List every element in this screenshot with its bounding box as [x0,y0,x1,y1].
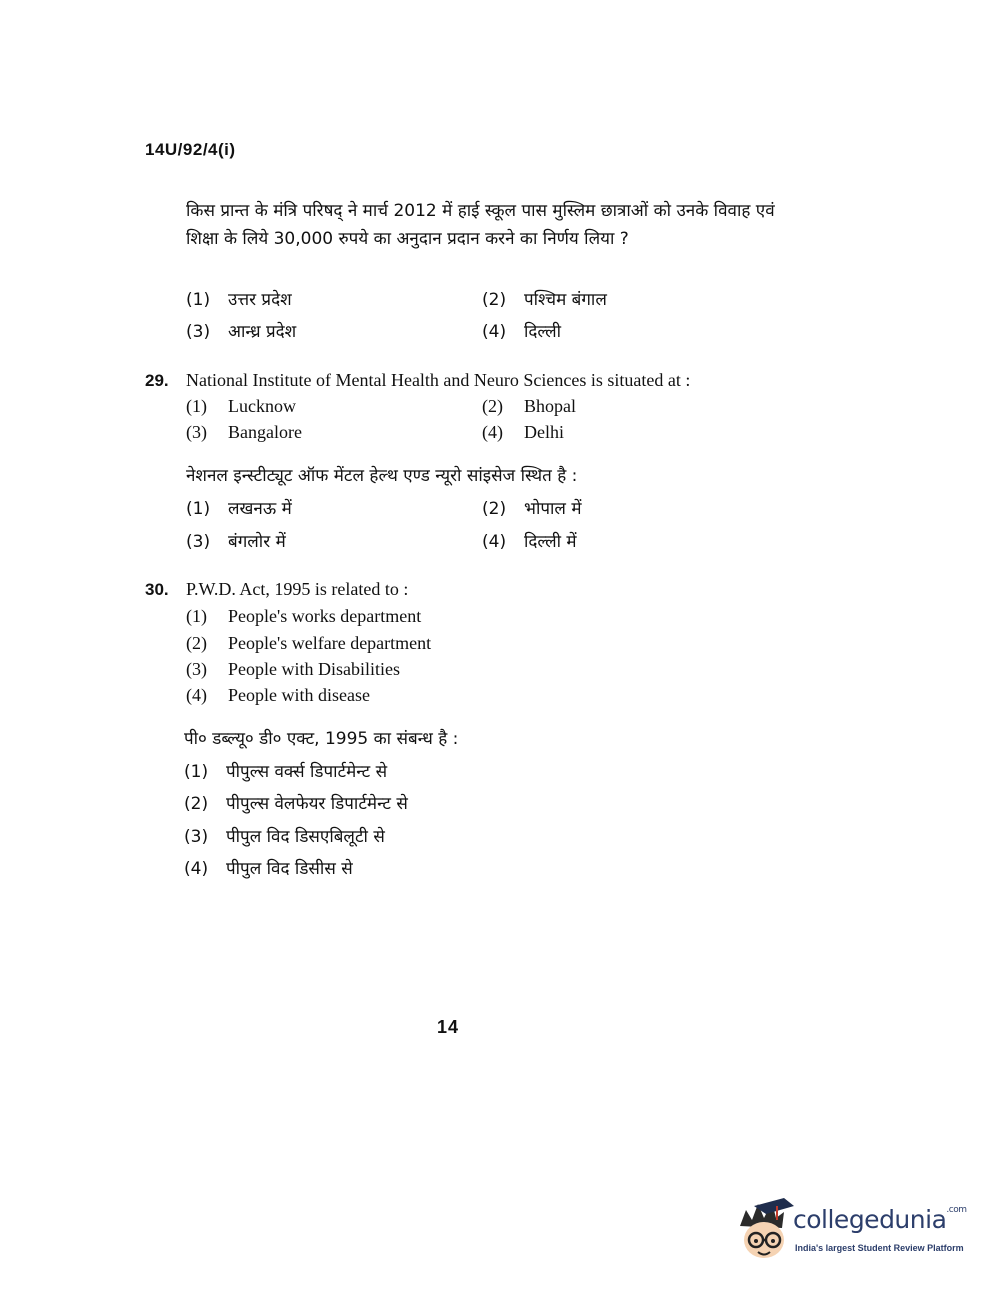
option-number: (1) [186,606,207,626]
logo-name-text: collegedunia [793,1205,947,1234]
q29-option-hi-2 [482,496,582,519]
option-text: Lucknow [228,396,296,416]
q28-option-4 [482,319,561,342]
option-text: People's welfare department [228,633,432,653]
q29-option-en-3 [186,422,302,443]
option-text: दिल्ली में [524,532,577,552]
option-text: उत्तर प्रदेश [228,290,292,310]
option-number: (2) [482,290,507,310]
option-number: (4) [482,322,507,342]
page-number: 14 [437,1017,460,1037]
option-number: (1) [186,499,211,519]
q29-option-hi-3 [186,529,286,552]
option-text: आन्ध्र प्रदेश [228,322,297,342]
option-number: (2) [482,396,503,416]
option-text: पीपुल विद डिसीस से [226,859,353,879]
option-number: (2) [482,499,507,519]
q29-option-en-1 [186,396,296,417]
q30-option-en-1 [186,606,421,627]
option-text: भोपाल में [524,499,582,519]
q30-option-en-4 [186,685,370,706]
option-text: Bangalore [228,422,302,442]
option-text: पीपुल्स वेलफेयर डिपार्टमेन्ट से [226,794,408,814]
option-text: पश्चिम बंगाल [524,290,607,310]
option-text: पीपुल विद डिसएबिलूटी से [226,827,385,847]
option-number: (3) [186,422,207,442]
q30-option-hi-3 [184,824,385,847]
option-number: (4) [482,422,503,442]
option-text: दिल्ली [524,322,562,342]
option-text: पीपुल्स वर्क्स डिपार्टमेन्ट से [226,762,388,782]
logo-tagline: India's largest Student Review Platform [795,1243,964,1253]
option-number: (2) [186,633,207,653]
option-text: बंगलोर में [228,532,286,552]
q29-question-en: National Institute of Mental Health and Neuro Sciences is situated at : [186,370,691,390]
option-number: (3) [186,532,211,552]
q29-option-en-2 [482,396,576,417]
q30-question-en: P.W.D. Act, 1995 is related to : [186,579,409,599]
option-text: Delhi [524,422,564,442]
q28-hindi-question: किस प्रान्त के मंत्रि परिषद् ने मार्च 2012 में हाई स्कूल पास मुस्लिम छात्राओं को उनके विवाह एवं शिक्षा के लिये 30,000 रुपये का अनुदान प्रदान करने का निर्णय लिया ? [186,201,775,249]
q29-option-hi-4 [482,529,577,552]
logo-domain-suffix: .com [946,1205,967,1215]
q30-option-en-3 [186,659,400,680]
option-text: People with Disabilities [228,659,400,679]
option-number: (1) [186,396,207,416]
option-number: (2) [184,794,209,814]
q28-option-3 [186,319,296,342]
option-number: (1) [186,290,211,310]
q30-question-hi: पी० डब्ल्यू० डी० एक्ट, 1995 का संबन्ध है : [184,729,459,749]
option-number: (1) [184,762,209,782]
q29-number: 29. [145,371,169,390]
q28-option-2 [482,287,607,310]
option-number: (4) [482,532,507,552]
q30-option-hi-4 [184,856,353,879]
option-text: लखनऊ में [228,499,292,519]
option-text: People's works department [228,606,422,626]
logo-wordmark [793,1205,966,1234]
q30-number: 30. [145,580,169,599]
q29-question-hi: नेशनल इन्स्टीट्यूट ऑफ मेंटल हेल्थ एण्ड न्यूरो सांइसेज स्थित है : [186,466,578,486]
q29-option-hi-1 [186,496,292,519]
paper-code: 14U/92/4(i) [145,140,236,159]
collegedunia-mascot-icon [736,1196,796,1268]
q28-option-1 [186,287,292,310]
option-number: (4) [184,859,209,879]
option-number: (3) [184,827,209,847]
option-text: Bhopal [524,396,576,416]
option-text: People with disease [228,685,370,705]
q30-option-en-2 [186,633,431,654]
option-number: (4) [186,685,207,705]
q29-option-en-4 [482,422,564,443]
q30-option-hi-2 [184,791,408,814]
option-number: (3) [186,322,211,342]
q30-option-hi-1 [184,759,387,782]
option-number: (3) [186,659,207,679]
